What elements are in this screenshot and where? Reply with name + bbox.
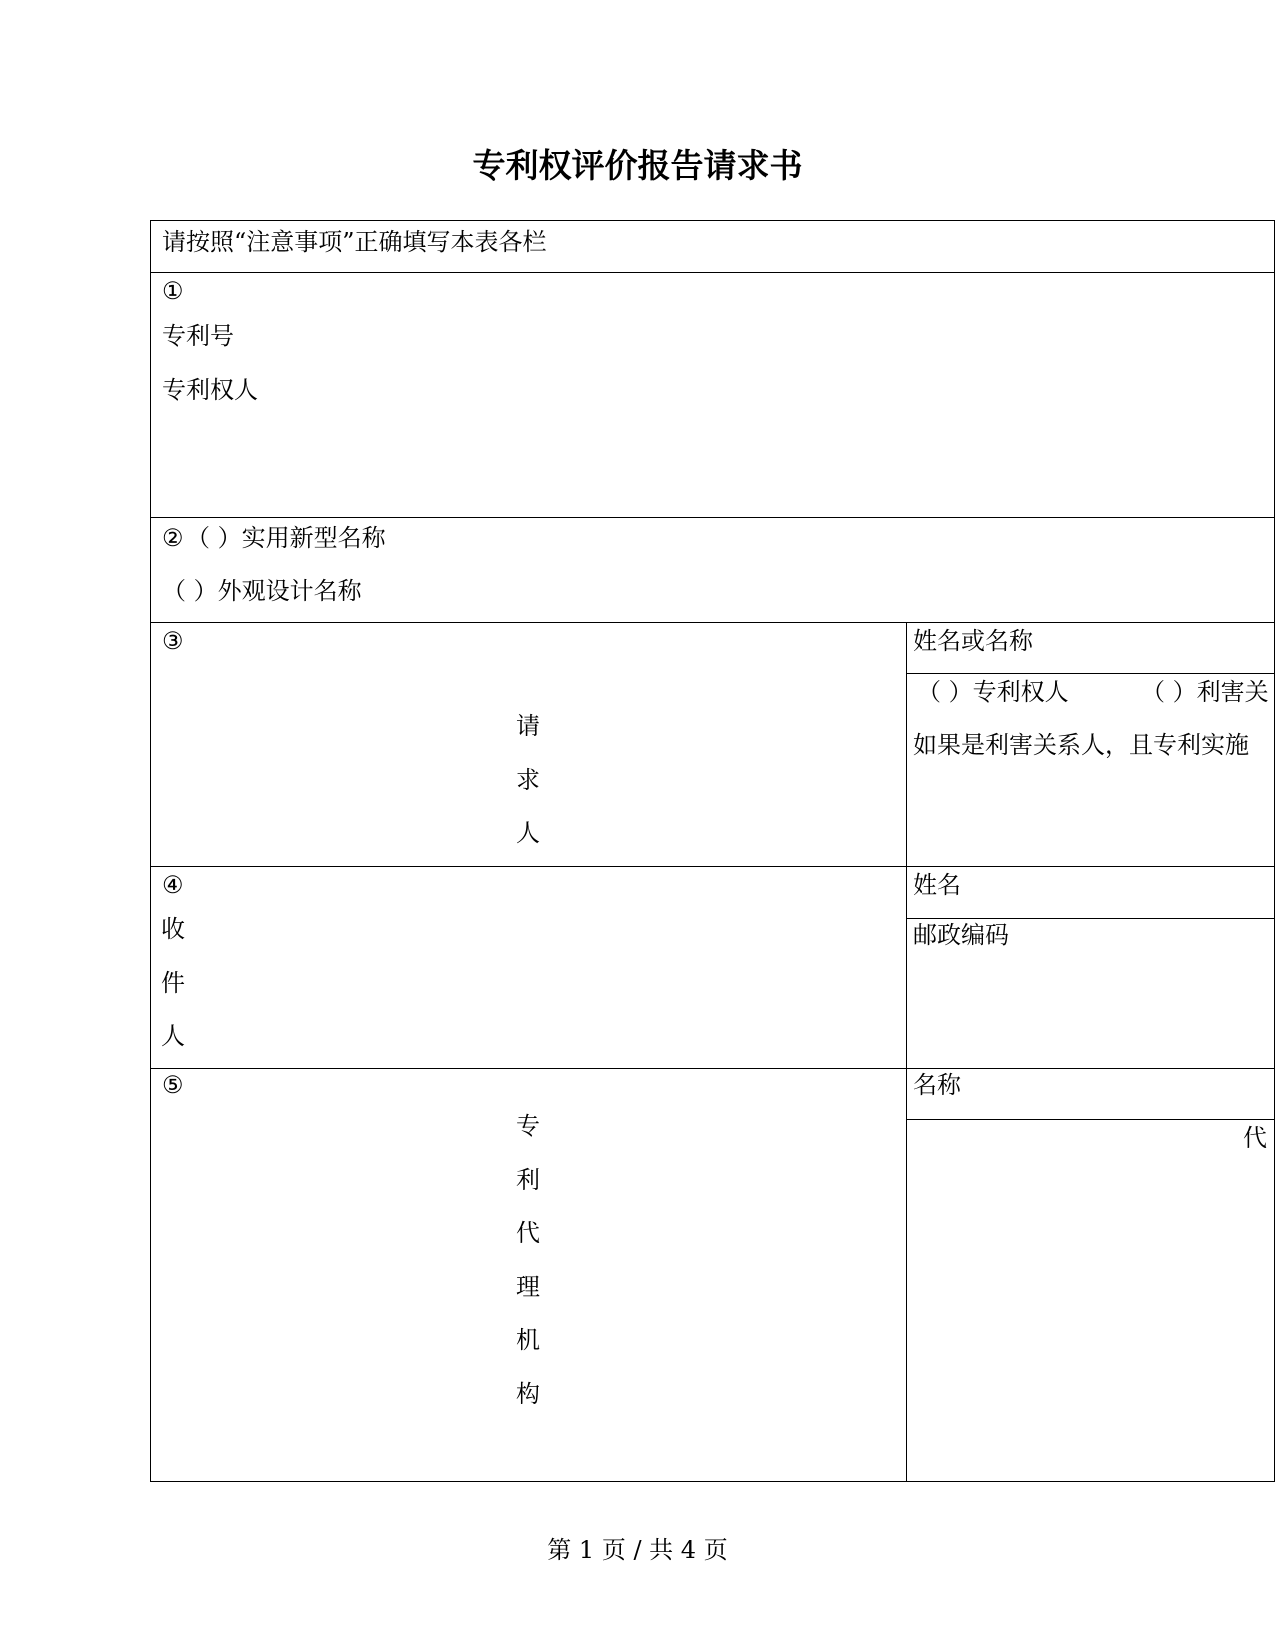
patentee-option[interactable]: （ ）专利权人	[917, 678, 1069, 706]
agency-name-field[interactable]: 名称	[913, 1071, 961, 1099]
postal-code-field[interactable]: 邮政编码	[913, 921, 1009, 949]
row-divider-4	[150, 866, 1275, 867]
section-3-marker: ③	[162, 627, 184, 655]
agent-label: 代	[1243, 1124, 1267, 1152]
row-divider-2	[150, 517, 1275, 518]
agency-char-1: 专	[516, 1112, 540, 1140]
agency-char-3: 代	[516, 1219, 540, 1247]
interested-party-option[interactable]: （ ）利害关	[1141, 678, 1269, 706]
section-4-marker: ④	[162, 871, 184, 899]
recipient-side-label	[156, 903, 190, 1064]
agency-char-2: 利	[516, 1165, 540, 1194]
patent-number-field[interactable]: 专利号	[162, 322, 234, 350]
row-divider-3	[150, 622, 1275, 623]
patentee-field[interactable]: 专利权人	[162, 376, 258, 404]
instruction-text: 请按照“注意事项”正确填写本表各栏	[162, 228, 547, 256]
section-5-marker: ⑤	[162, 1071, 184, 1099]
requester-name-field[interactable]: 姓名或名称	[913, 627, 1033, 655]
recipient-char-2: 件	[161, 968, 185, 997]
design-name-field[interactable]: （ ）外观设计名称	[162, 577, 362, 605]
requester-side-label	[511, 700, 545, 861]
agency-side-label	[511, 1100, 545, 1421]
requester-char-2: 求	[516, 765, 540, 794]
agency-char-4: 理	[516, 1272, 540, 1301]
recipient-char-3: 人	[161, 1022, 185, 1050]
requester-char-1: 请	[516, 712, 540, 740]
table-border-top	[150, 220, 1275, 221]
agency-char-6: 构	[516, 1379, 540, 1408]
interested-party-note: 如果是利害关系人，且专利实施	[913, 731, 1249, 759]
section-1-marker: ①	[162, 277, 184, 305]
requester-char-3: 人	[516, 819, 540, 847]
utility-model-name-field[interactable]: （ ）实用新型名称	[186, 524, 386, 552]
table-border-bottom	[150, 1481, 1275, 1482]
agent-cell	[907, 1121, 1273, 1161]
table-border-left	[150, 220, 151, 1482]
row-divider-1	[150, 272, 1275, 273]
sub-divider-5	[906, 1119, 1275, 1120]
page-footer: 第 1 页 / 共 4 页	[547, 1536, 728, 1564]
section-2-marker: ②	[162, 524, 184, 552]
form-title: 专利权评价报告请求书	[472, 146, 803, 185]
recipient-char-1: 收	[161, 915, 185, 943]
recipient-name-field[interactable]: 姓名	[913, 871, 961, 899]
row-divider-5	[150, 1068, 1275, 1069]
requester-right-cell	[907, 624, 1273, 864]
agency-char-5: 机	[516, 1326, 540, 1354]
